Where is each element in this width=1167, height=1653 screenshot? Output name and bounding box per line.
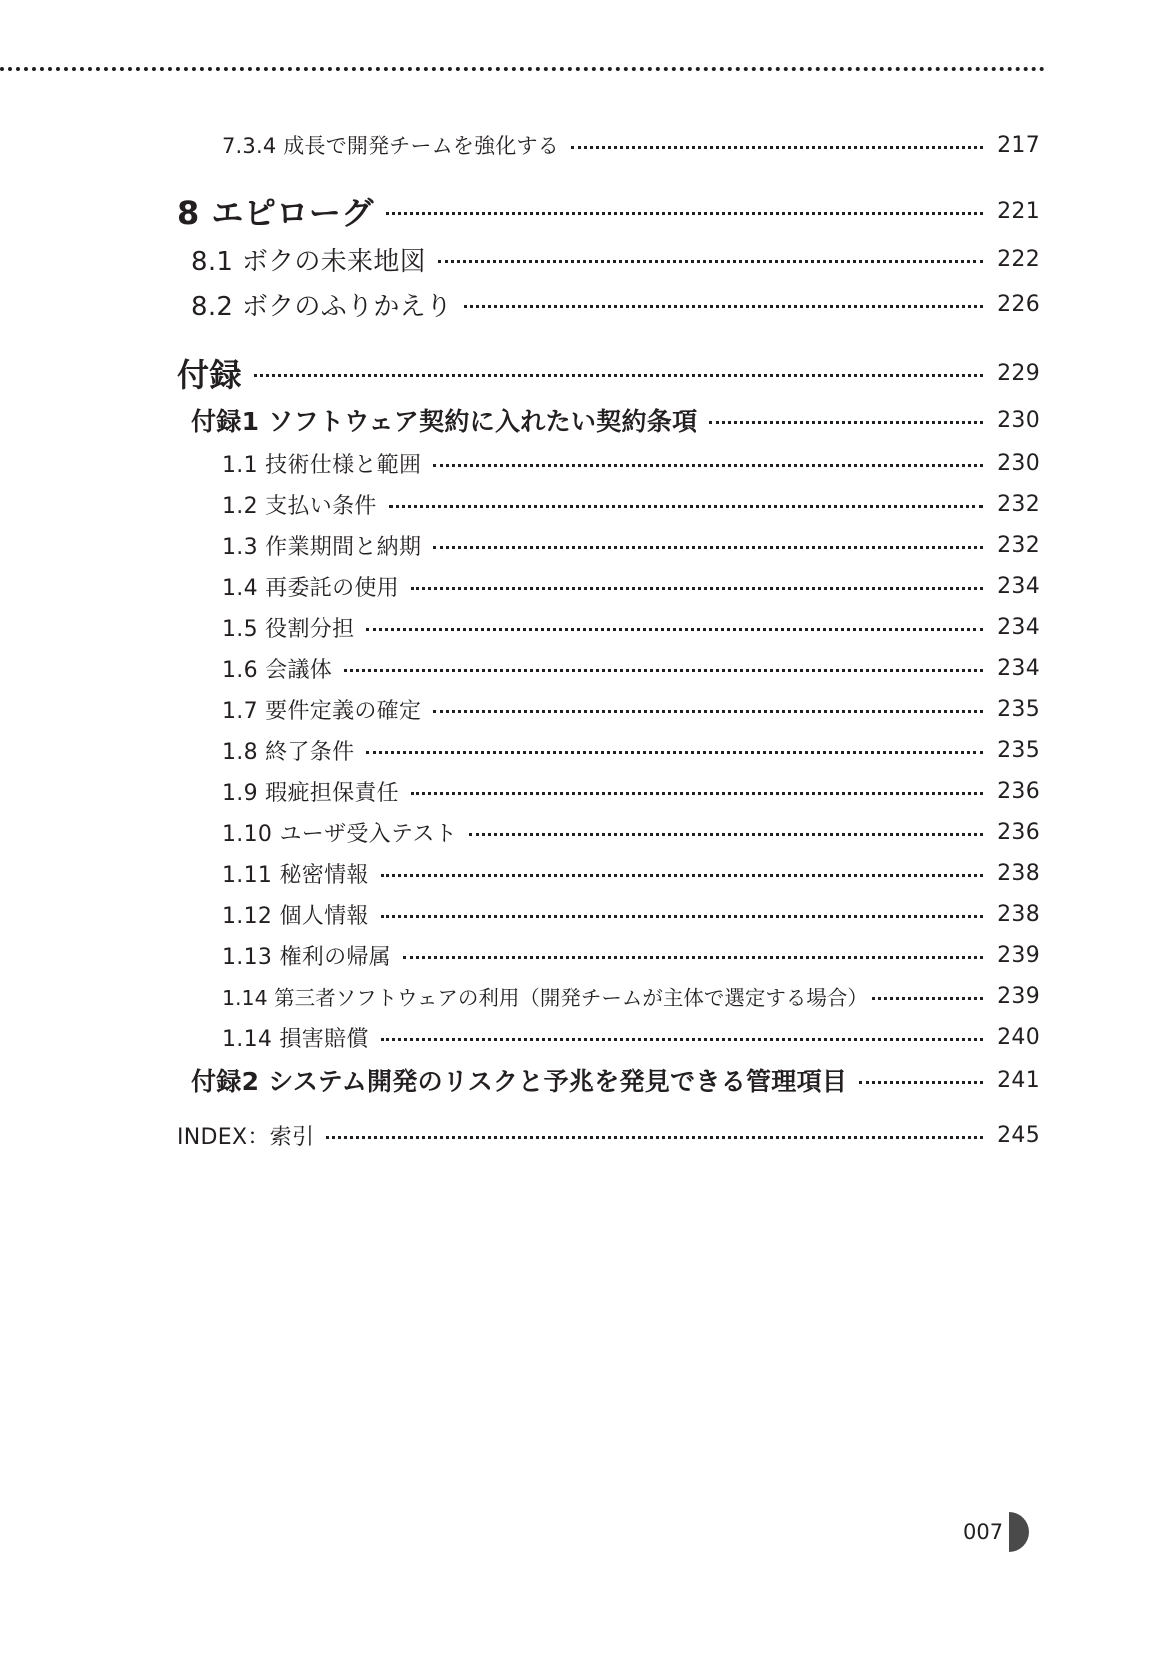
page-number-footer — [963, 1512, 1029, 1552]
toc-entry-label: 1.4 再委託の使用 — [222, 575, 399, 601]
toc-entry-page: 230 — [997, 407, 1040, 433]
toc-entry-label: 付録2 システム開発のリスクと予兆を発見できる管理項目 — [191, 1067, 848, 1096]
toc-entry-label: 付録 — [177, 356, 243, 394]
dot-leader — [386, 212, 983, 215]
toc-entry-label: 1.9 瑕疵担保責任 — [222, 780, 399, 806]
toc-entry-page: 235 — [997, 737, 1040, 763]
toc-entry-appendix-1[interactable] — [191, 400, 1040, 440]
toc-entry-label: 7.3.4 成長で開発チームを強化する — [222, 134, 559, 158]
toc-entry-page: 222 — [997, 246, 1040, 272]
toc-entry-appendix-2[interactable] — [191, 1060, 1040, 1100]
toc-entry-page: 232 — [997, 491, 1040, 517]
toc-entry-1-1[interactable] — [222, 443, 1040, 483]
toc-entry-index[interactable] — [177, 1115, 1040, 1155]
toc-entry-page: 234 — [997, 614, 1040, 640]
dot-leader — [366, 628, 983, 631]
toc-entry-1-12[interactable] — [222, 894, 1040, 934]
dot-leader — [433, 546, 983, 549]
toc-entry-label: 1.13 権利の帰属 — [222, 944, 391, 970]
toc-entry-1-3[interactable] — [222, 525, 1040, 565]
toc-entry-1-2[interactable] — [222, 484, 1040, 524]
dot-leader — [433, 464, 983, 467]
dot-leader — [709, 421, 983, 424]
toc-entry-label: 1.14 損害賠償 — [222, 1026, 369, 1052]
page-tab-marker — [1009, 1512, 1029, 1552]
toc-entry-1-8[interactable] — [222, 730, 1040, 770]
dot-leader — [469, 833, 983, 836]
toc-entry-label: 1.12 個人情報 — [222, 903, 369, 929]
toc-entry-label: 1.2 支払い条件 — [222, 493, 377, 519]
toc-entry-page: 241 — [997, 1067, 1040, 1093]
toc-entry-label: 1.7 要件定義の確定 — [222, 698, 422, 724]
toc-entry-1-5[interactable] — [222, 607, 1040, 647]
toc-entry-8-2[interactable] — [191, 284, 1040, 324]
toc-entry-label: 付録1 ソフトウェア契約に入れたい契約条項 — [191, 407, 698, 436]
toc-entry-1-7[interactable] — [222, 689, 1040, 729]
toc-entry-page: 245 — [997, 1122, 1040, 1148]
toc-entry-label: 8.2 ボクのふりかえり — [191, 291, 453, 322]
toc-entry-label: 8.1 ボクの未来地図 — [191, 246, 426, 277]
dot-leader — [411, 587, 983, 590]
toc-entry-label: 1.8 終了条件 — [222, 739, 355, 765]
dot-leader — [344, 669, 983, 672]
dot-leader — [381, 915, 983, 918]
toc-entry-page: 240 — [997, 1024, 1040, 1050]
dot-leader — [433, 710, 983, 713]
toc-entry-1-13[interactable] — [222, 935, 1040, 975]
toc-entry-label: 1.5 役割分担 — [222, 616, 355, 642]
dot-leader — [381, 874, 983, 877]
toc-entry-label: 8 エピローグ — [177, 194, 374, 232]
toc-entry-page: 236 — [997, 819, 1040, 845]
toc-entry-page: 235 — [997, 696, 1040, 722]
toc-entry-chapter-8[interactable] — [177, 188, 1040, 234]
toc-entry-label: 1.11 秘密情報 — [222, 862, 369, 888]
dot-leader — [571, 146, 983, 149]
toc-entry-label: 1.10 ユーザ受入テスト — [222, 821, 457, 847]
toc-entry-page: 217 — [997, 132, 1040, 158]
dot-leader — [464, 305, 983, 308]
toc-entry-page: 229 — [997, 360, 1040, 386]
toc-entry-page: 221 — [997, 198, 1040, 224]
toc-entry-label: 1.14 第三者ソフトウェアの利用（開発チームが主体で選定する場合） — [222, 986, 868, 1010]
dot-leader — [438, 260, 983, 263]
toc-entry-page: 236 — [997, 778, 1040, 804]
toc-entry-1-6[interactable] — [222, 648, 1040, 688]
dot-leader — [403, 956, 983, 959]
toc-entry-appendix[interactable] — [177, 350, 1040, 396]
toc-entry-label: 1.3 作業期間と納期 — [222, 534, 422, 560]
toc-entry-page: 230 — [997, 450, 1040, 476]
toc-entry-page: 232 — [997, 532, 1040, 558]
dot-leader — [366, 751, 983, 754]
dot-leader — [859, 1081, 983, 1084]
toc-entry-1-14-third-party[interactable] — [222, 976, 1040, 1016]
toc-entry-page: 238 — [997, 860, 1040, 886]
toc-entry-page: 238 — [997, 901, 1040, 927]
toc-entry-1-9[interactable] — [222, 771, 1040, 811]
toc-entry-1-4[interactable] — [222, 566, 1040, 606]
page-number: 007 — [963, 1520, 1004, 1544]
toc-entry-label: 1.1 技術仕様と範囲 — [222, 452, 422, 478]
toc-entry-1-11[interactable] — [222, 853, 1040, 893]
toc-entry-page: 226 — [997, 291, 1040, 317]
dot-leader — [872, 997, 983, 1000]
toc-entry-page: 239 — [997, 983, 1040, 1009]
toc-entry-label: 1.6 会議体 — [222, 657, 333, 683]
toc-entry-1-14-damages[interactable] — [222, 1017, 1040, 1057]
toc-entry-page: 239 — [997, 942, 1040, 968]
toc-entry-page: 234 — [997, 573, 1040, 599]
dot-leader — [326, 1136, 983, 1139]
toc-entry-page: 234 — [997, 655, 1040, 681]
dot-leader — [381, 1038, 983, 1041]
dot-leader — [254, 374, 983, 377]
toc-entry-7-3-4[interactable] — [222, 125, 1040, 165]
toc-entry-label: INDEX：索引 — [177, 1124, 315, 1150]
toc-entry-1-10[interactable] — [222, 812, 1040, 852]
toc-entry-8-1[interactable] — [191, 239, 1040, 279]
dot-leader — [389, 505, 983, 508]
dot-leader — [411, 792, 983, 795]
